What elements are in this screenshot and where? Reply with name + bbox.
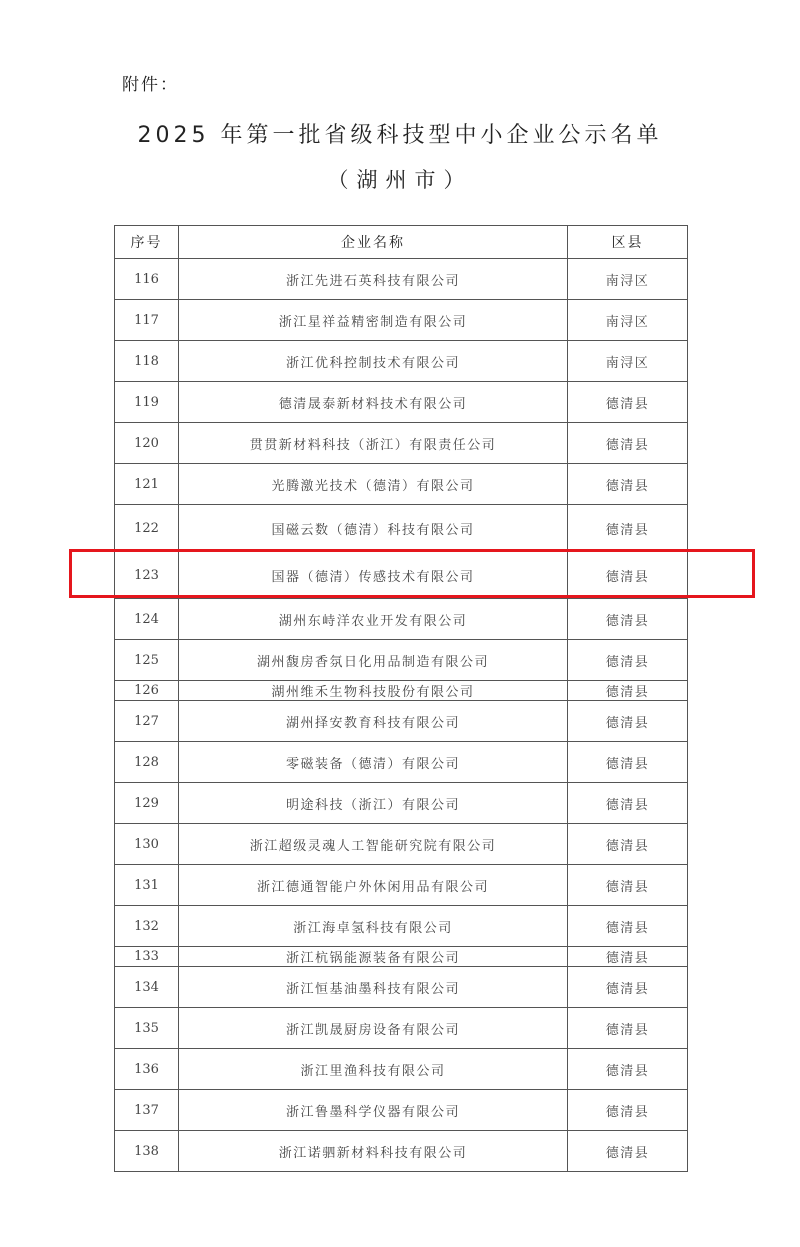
cell-seq: 138 [115, 1131, 179, 1172]
cell-seq: 122 [115, 505, 179, 552]
cell-district: 南浔区 [568, 341, 688, 382]
table-row [115, 1008, 688, 1049]
cell-seq: 116 [115, 259, 179, 300]
cell-seq: 126 [115, 681, 179, 701]
table-row [115, 640, 688, 681]
cell-seq: 137 [115, 1090, 179, 1131]
table-row [115, 382, 688, 423]
cell-seq: 131 [115, 865, 179, 906]
table-row [115, 1131, 688, 1172]
cell-company-name: 浙江杭锅能源装备有限公司 [179, 947, 568, 967]
table-row [115, 505, 688, 552]
table-row [115, 742, 688, 783]
cell-district: 德清县 [568, 640, 688, 681]
cell-company-name: 浙江德通智能户外休闲用品有限公司 [179, 865, 568, 906]
company-list-table [114, 225, 688, 1172]
table-row [115, 599, 688, 640]
cell-district: 德清县 [568, 423, 688, 464]
table-row [115, 967, 688, 1008]
cell-seq: 130 [115, 824, 179, 865]
column-header-seq: 序号 [115, 226, 179, 259]
cell-seq: 135 [115, 1008, 179, 1049]
cell-district: 德清县 [568, 947, 688, 967]
cell-seq: 119 [115, 382, 179, 423]
cell-district: 德清县 [568, 824, 688, 865]
column-header-district: 区县 [568, 226, 688, 259]
table-row [115, 824, 688, 865]
cell-district: 德清县 [568, 382, 688, 423]
table-row [115, 259, 688, 300]
cell-district: 德清县 [568, 552, 688, 599]
cell-company-name: 湖州维禾生物科技股份有限公司 [179, 681, 568, 701]
cell-company-name: 国磁云数（德清）科技有限公司 [179, 505, 568, 552]
table-row [115, 341, 688, 382]
cell-company-name: 德清晟泰新材料技术有限公司 [179, 382, 568, 423]
cell-company-name: 明途科技（浙江）有限公司 [179, 783, 568, 824]
cell-district: 德清县 [568, 681, 688, 701]
cell-seq: 120 [115, 423, 179, 464]
cell-seq: 129 [115, 783, 179, 824]
cell-company-name: 湖州择安教育科技有限公司 [179, 701, 568, 742]
cell-district: 南浔区 [568, 300, 688, 341]
cell-company-name: 浙江海卓氢科技有限公司 [179, 906, 568, 947]
table-body [115, 259, 688, 1172]
table-row [115, 865, 688, 906]
table-row [115, 701, 688, 742]
document-subtitle: （湖州市） [327, 168, 473, 192]
cell-seq: 132 [115, 906, 179, 947]
table-row [115, 1049, 688, 1090]
cell-company-name: 浙江恒基油墨科技有限公司 [179, 967, 568, 1008]
cell-company-name: 浙江优科控制技术有限公司 [179, 341, 568, 382]
table-row [115, 906, 688, 947]
cell-district: 德清县 [568, 742, 688, 783]
cell-company-name: 浙江先进石英科技有限公司 [179, 259, 568, 300]
cell-company-name: 零磁装备（德清）有限公司 [179, 742, 568, 783]
cell-district: 德清县 [568, 701, 688, 742]
cell-company-name: 浙江凯晟厨房设备有限公司 [179, 1008, 568, 1049]
cell-company-name: 国器（德清）传感技术有限公司 [179, 552, 568, 599]
cell-company-name: 浙江超级灵魂人工智能研究院有限公司 [179, 824, 568, 865]
table-header-row [115, 226, 688, 259]
table-row [115, 947, 688, 967]
cell-district: 德清县 [568, 464, 688, 505]
table-row [115, 423, 688, 464]
cell-seq: 121 [115, 464, 179, 505]
table-row [115, 552, 688, 599]
cell-district: 德清县 [568, 967, 688, 1008]
table-row [115, 300, 688, 341]
cell-district: 德清县 [568, 1131, 688, 1172]
cell-seq: 117 [115, 300, 179, 341]
table-row [115, 464, 688, 505]
cell-district: 德清县 [568, 505, 688, 552]
cell-company-name: 浙江里渔科技有限公司 [179, 1049, 568, 1090]
cell-district: 德清县 [568, 783, 688, 824]
cell-company-name: 浙江诺驷新材料科技有限公司 [179, 1131, 568, 1172]
table-row [115, 681, 688, 701]
cell-seq: 127 [115, 701, 179, 742]
table-row [115, 1090, 688, 1131]
cell-company-name: 湖州馥房香氛日化用品制造有限公司 [179, 640, 568, 681]
table-row [115, 783, 688, 824]
cell-company-name: 光腾激光技术（德清）有限公司 [179, 464, 568, 505]
cell-seq: 124 [115, 599, 179, 640]
cell-company-name: 浙江星祥益精密制造有限公司 [179, 300, 568, 341]
cell-district: 南浔区 [568, 259, 688, 300]
column-header-company: 企业名称 [179, 226, 568, 259]
cell-district: 德清县 [568, 865, 688, 906]
cell-company-name: 浙江鲁墨科学仪器有限公司 [179, 1090, 568, 1131]
document-title: 2025 年第一批省级科技型中小企业公示名单 [137, 123, 663, 148]
cell-company-name: 湖州东峙洋农业开发有限公司 [179, 599, 568, 640]
cell-seq: 128 [115, 742, 179, 783]
cell-district: 德清县 [568, 906, 688, 947]
cell-district: 德清县 [568, 1049, 688, 1090]
cell-seq: 133 [115, 947, 179, 967]
attachment-label: 附件： [122, 75, 179, 95]
cell-seq: 123 [115, 552, 179, 599]
cell-district: 德清县 [568, 1008, 688, 1049]
cell-seq: 118 [115, 341, 179, 382]
cell-district: 德清县 [568, 1090, 688, 1131]
cell-seq: 134 [115, 967, 179, 1008]
cell-company-name: 贯贯新材料科技（浙江）有限责任公司 [179, 423, 568, 464]
cell-seq: 136 [115, 1049, 179, 1090]
cell-district: 德清县 [568, 599, 688, 640]
cell-seq: 125 [115, 640, 179, 681]
